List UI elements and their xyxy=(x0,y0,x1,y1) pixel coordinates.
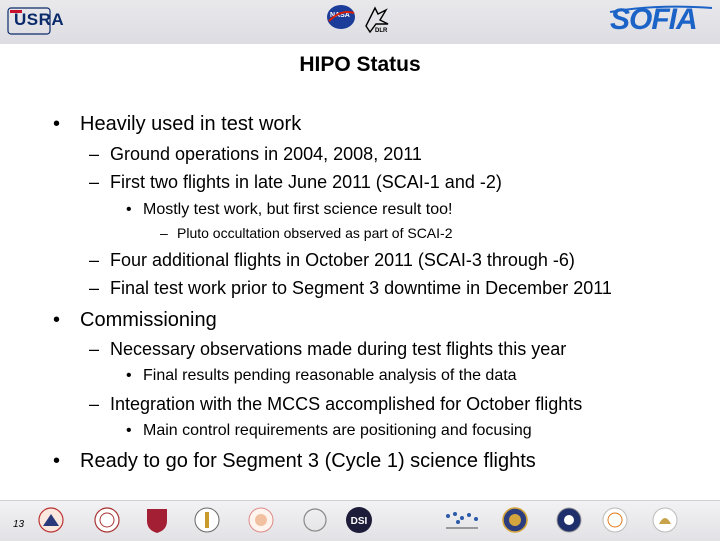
sub-bullet-text: Four additional flights in October 2011 (SCAI-3 through -6) xyxy=(110,250,575,270)
sub-bullet xyxy=(89,394,582,415)
partner-logo-torch-icon xyxy=(192,506,222,534)
partner-logo-ring-icon xyxy=(300,506,330,534)
level-4-bullet-text: Pluto occultation observed as part of SCAI-2 xyxy=(177,225,453,241)
dsi-logo-text: DSI xyxy=(350,516,368,527)
partner-logo-seal-icon xyxy=(92,506,122,534)
sub-bullet xyxy=(89,172,502,193)
sub-bullet xyxy=(89,278,612,299)
bullet-2 xyxy=(53,309,217,332)
dsi-logo xyxy=(342,506,376,534)
sub-sub-bullet xyxy=(126,422,532,440)
bullet-3 xyxy=(53,450,536,473)
dash-marker: – xyxy=(160,225,168,241)
partner-logo-medallion-icon xyxy=(554,506,584,534)
dlr-logo-text: DLR xyxy=(375,28,388,34)
partner-logo-shield-icon xyxy=(142,506,172,534)
sofia-logo: SOFIA xyxy=(610,3,697,36)
sub-sub-bullet-text: Main control requirements are positioning and focusing xyxy=(143,422,532,439)
sub-sub-bullet-text: Mostly test work, but first science result too! xyxy=(143,201,453,218)
bullet-marker: • xyxy=(53,450,61,472)
sub-sub-bullet-text: Final results pending reasonable analysis of the data xyxy=(143,367,517,384)
sub-bullet-text: Integration with the MCCS accomplished for October flights xyxy=(110,394,583,414)
sub-bullet xyxy=(89,339,566,360)
slide-title: HIPO Status xyxy=(299,53,421,76)
dash-marker: – xyxy=(89,250,100,270)
sub-bullet-text: First two flights in late June 2011 (SCAI-1 and -2) xyxy=(110,172,502,192)
bullet-3-text: Ready to go for Segment 3 (Cycle 1) science flights xyxy=(80,450,536,472)
sub-bullet-text: Final test work prior to Segment 3 downtime in December 2011 xyxy=(110,278,612,298)
sub-bullet xyxy=(89,250,575,271)
sub-sub-bullet xyxy=(126,367,517,385)
bullet-marker: • xyxy=(126,367,132,384)
partner-logo-lion-icon xyxy=(650,506,680,534)
dash-marker: – xyxy=(89,172,100,192)
partner-logo-arch-icon xyxy=(36,506,66,534)
nasa-swoosh-icon xyxy=(327,5,355,29)
bullet-marker: • xyxy=(126,201,132,218)
partner-logo-rit-icon xyxy=(600,506,630,534)
dash-marker: – xyxy=(89,278,100,298)
bullet-1-text: Heavily used in test work xyxy=(80,113,302,135)
dash-marker: – xyxy=(89,394,100,414)
bullet-marker: • xyxy=(126,422,132,439)
bullet-marker: • xyxy=(53,113,61,135)
header-band xyxy=(0,0,720,44)
bullet-2-text: Commissioning xyxy=(80,309,217,331)
partner-logo-globe-icon xyxy=(500,506,530,534)
sub-sub-bullet xyxy=(126,201,452,219)
sub-bullet-text: Necessary observations made during test flights this year xyxy=(110,339,567,359)
bullet-marker: • xyxy=(53,309,61,331)
page-number: 13 xyxy=(13,519,25,530)
partner-logo-crest-icon xyxy=(246,506,276,534)
partner-logo-dots-icon xyxy=(440,506,484,534)
level-4-bullet xyxy=(160,225,452,241)
dash-marker: – xyxy=(89,144,100,164)
dash-marker: – xyxy=(89,339,100,359)
usra-logo-text: USRA xyxy=(14,10,65,29)
bullet-1 xyxy=(53,113,301,136)
nasa-logo-text: NASA xyxy=(330,12,350,19)
sub-bullet-text: Ground operations in 2004, 2008, 2011 xyxy=(110,144,422,164)
sub-bullet xyxy=(89,144,422,165)
